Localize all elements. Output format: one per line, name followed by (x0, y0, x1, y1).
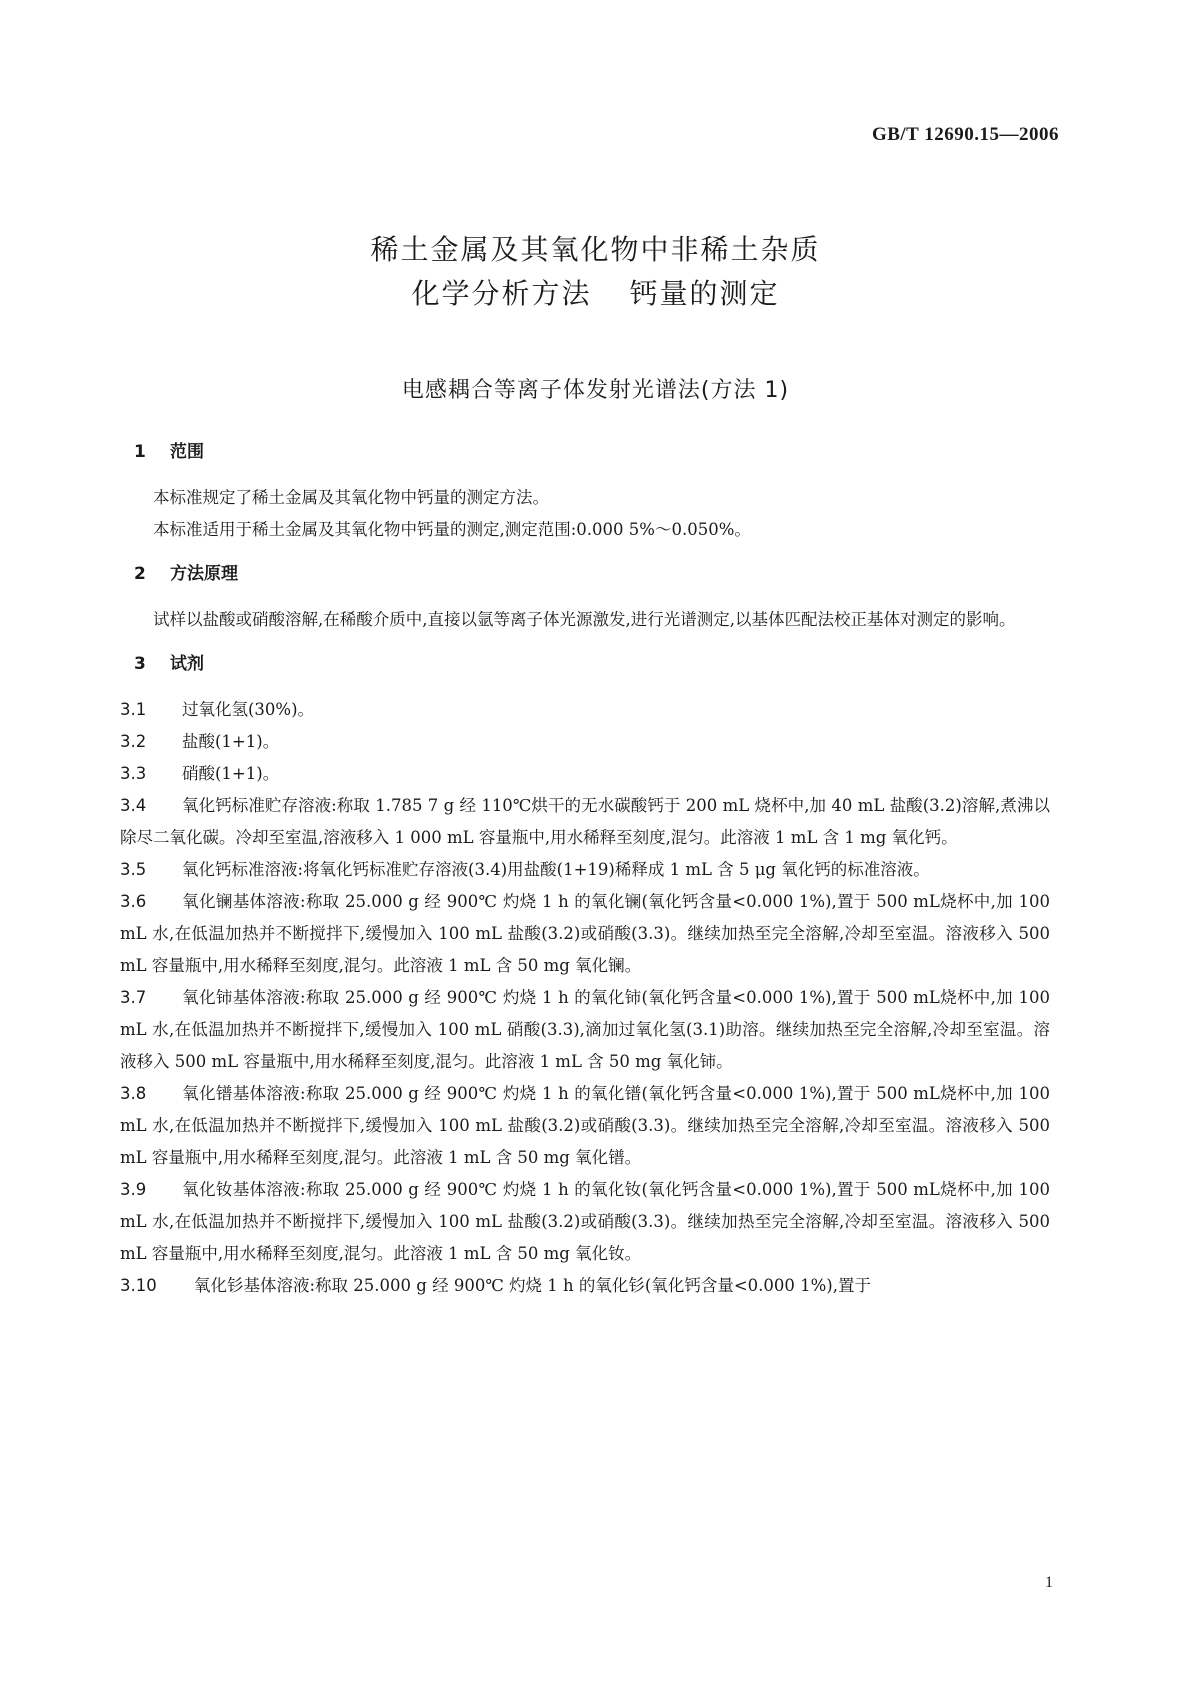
item-text: 氧化镧基体溶液:称取 25.000 g 经 900℃ 灼烧 1 h 的氧化镧(氧化钙含量<0.000 1%),置于 500 mL烧杯中,加 100 mL 水,在低温加热并不断搅拌下,缓慢加入 100 mL 盐酸(3.2)或硝酸(3.3)。继续加热至完全溶解,冷却至室温。溶液移入 500 mL 容量瓶中,用水稀释至刻度,混匀。此溶液 1 mL 含 50 mg 氧化镧。 (120, 892, 1050, 975)
section-number: 2 (134, 564, 146, 584)
section-heading-reagents (120, 648, 1050, 680)
item-text: 氧化钙标准贮存溶液:称取 1.785 7 g 经 110℃烘干的无水碳酸钙于 200 mL 烧杯中,加 40 mL 盐酸(3.2)溶解,煮沸以除尽二氧化碳。冷却至室温,溶液移入 1 000 mL 容量瓶中,用水稀释至刻度,混匀。此溶液 1 mL 含 1 mg 氧化钙。 (120, 796, 1050, 847)
reagent-item (120, 1270, 1050, 1302)
item-number: 3.6 (120, 892, 147, 911)
item-text: 氧化钙标准溶液:将氧化钙标准贮存溶液(3.4)用盐酸(1+19)稀释成 1 mL 含 5 μg 氧化钙的标准溶液。 (182, 860, 930, 879)
item-number: 3.1 (120, 700, 147, 719)
item-number: 3.10 (120, 1276, 157, 1295)
section-heading-principle (120, 558, 1050, 590)
item-text: 氧化镨基体溶液:称取 25.000 g 经 900℃ 灼烧 1 h 的氧化镨(氧化钙含量<0.000 1%),置于 500 mL烧杯中,加 100 mL 水,在低温加热并不断搅拌下,缓慢加入 100 mL 盐酸(3.2)或硝酸(3.3)。继续加热至完全溶解,冷却至室温。溶液移入 500 mL 容量瓶中,用水稀释至刻度,混匀。此溶液 1 mL 含 50 mg 氧化镨。 (120, 1084, 1050, 1167)
reagent-item (120, 758, 1050, 790)
reagent-item (120, 982, 1050, 1078)
document-title-line-1: 稀土金属及其氧化物中非稀土杂质 (370, 233, 821, 266)
page-number: 1 (1045, 1574, 1053, 1591)
item-number: 3.2 (120, 732, 147, 751)
reagent-item (120, 1078, 1050, 1174)
item-number: 3.7 (120, 988, 147, 1007)
reagent-item (120, 790, 1050, 854)
section-title: 范围 (170, 442, 204, 462)
section-title: 试剂 (170, 654, 204, 674)
item-number: 3.3 (120, 764, 147, 783)
item-text: 氧化铈基体溶液:称取 25.000 g 经 900℃ 灼烧 1 h 的氧化铈(氧化钙含量<0.000 1%),置于 500 mL烧杯中,加 100 mL 水,在低温加热并不断搅拌下,缓慢加入 100 mL 硝酸(3.3),滴加过氧化氢(3.1)助溶。继续加热至完全溶解,冷却至室温。溶液移入 500 mL 容量瓶中,用水稀释至刻度,混匀。此溶液 1 mL 含 50 mg 氧化铈。 (120, 988, 1050, 1071)
paragraph: 试样以盐酸或硝酸溶解,在稀酸介质中,直接以氩等离子体光源激发,进行光谱测定,以基体匹配法校正基体对测定的影响。 (153, 610, 1016, 629)
paragraph: 本标准规定了稀土金属及其氧化物中钙量的测定方法。 (153, 488, 549, 507)
reagent-item (120, 694, 1050, 726)
item-number: 3.9 (120, 1180, 147, 1199)
reagent-item (120, 854, 1050, 886)
reagent-item (120, 726, 1050, 758)
section-number: 3 (134, 654, 146, 674)
item-text: 氧化钕基体溶液:称取 25.000 g 经 900℃ 灼烧 1 h 的氧化钕(氧化钙含量<0.000 1%),置于 500 mL烧杯中,加 100 mL 水,在低温加热并不断搅拌下,缓慢加入 100 mL 盐酸(3.2)或硝酸(3.3)。继续加热至完全溶解,冷却至室温。溶液移入 500 mL 容量瓶中,用水稀释至刻度,混匀。此溶液 1 mL 含 50 mg 氧化钕。 (120, 1180, 1050, 1263)
document-body (120, 436, 1050, 1302)
reagent-item (120, 886, 1050, 982)
title-part-method: 化学分析方法 (411, 277, 592, 310)
item-text: 氧化钐基体溶液:称取 25.000 g 经 900℃ 灼烧 1 h 的氧化钐(氧化钙含量<0.000 1%),置于 (194, 1276, 871, 1295)
item-number: 3.5 (120, 860, 147, 879)
section-number: 1 (134, 442, 146, 462)
item-number: 3.4 (120, 796, 147, 815)
document-subtitle: 电感耦合等离子体发射光谱法(方法 1) (401, 378, 790, 403)
item-text: 过氧化氢(30%)。 (182, 700, 315, 719)
reagent-item (120, 1174, 1050, 1270)
document-title-line-2 (0, 272, 1191, 312)
section-title: 方法原理 (170, 564, 238, 584)
standard-number: GB/T 12690.15—2006 (871, 124, 1059, 145)
item-text: 硝酸(1+1)。 (182, 764, 280, 783)
title-part-calcium: 钙量的测定 (629, 277, 780, 310)
section-heading-scope (120, 436, 1050, 468)
paragraph: 本标准适用于稀土金属及其氧化物中钙量的测定,测定范围:0.000 5%～0.050%。 (153, 520, 751, 539)
item-number: 3.8 (120, 1084, 147, 1103)
item-text: 盐酸(1+1)。 (182, 732, 280, 751)
